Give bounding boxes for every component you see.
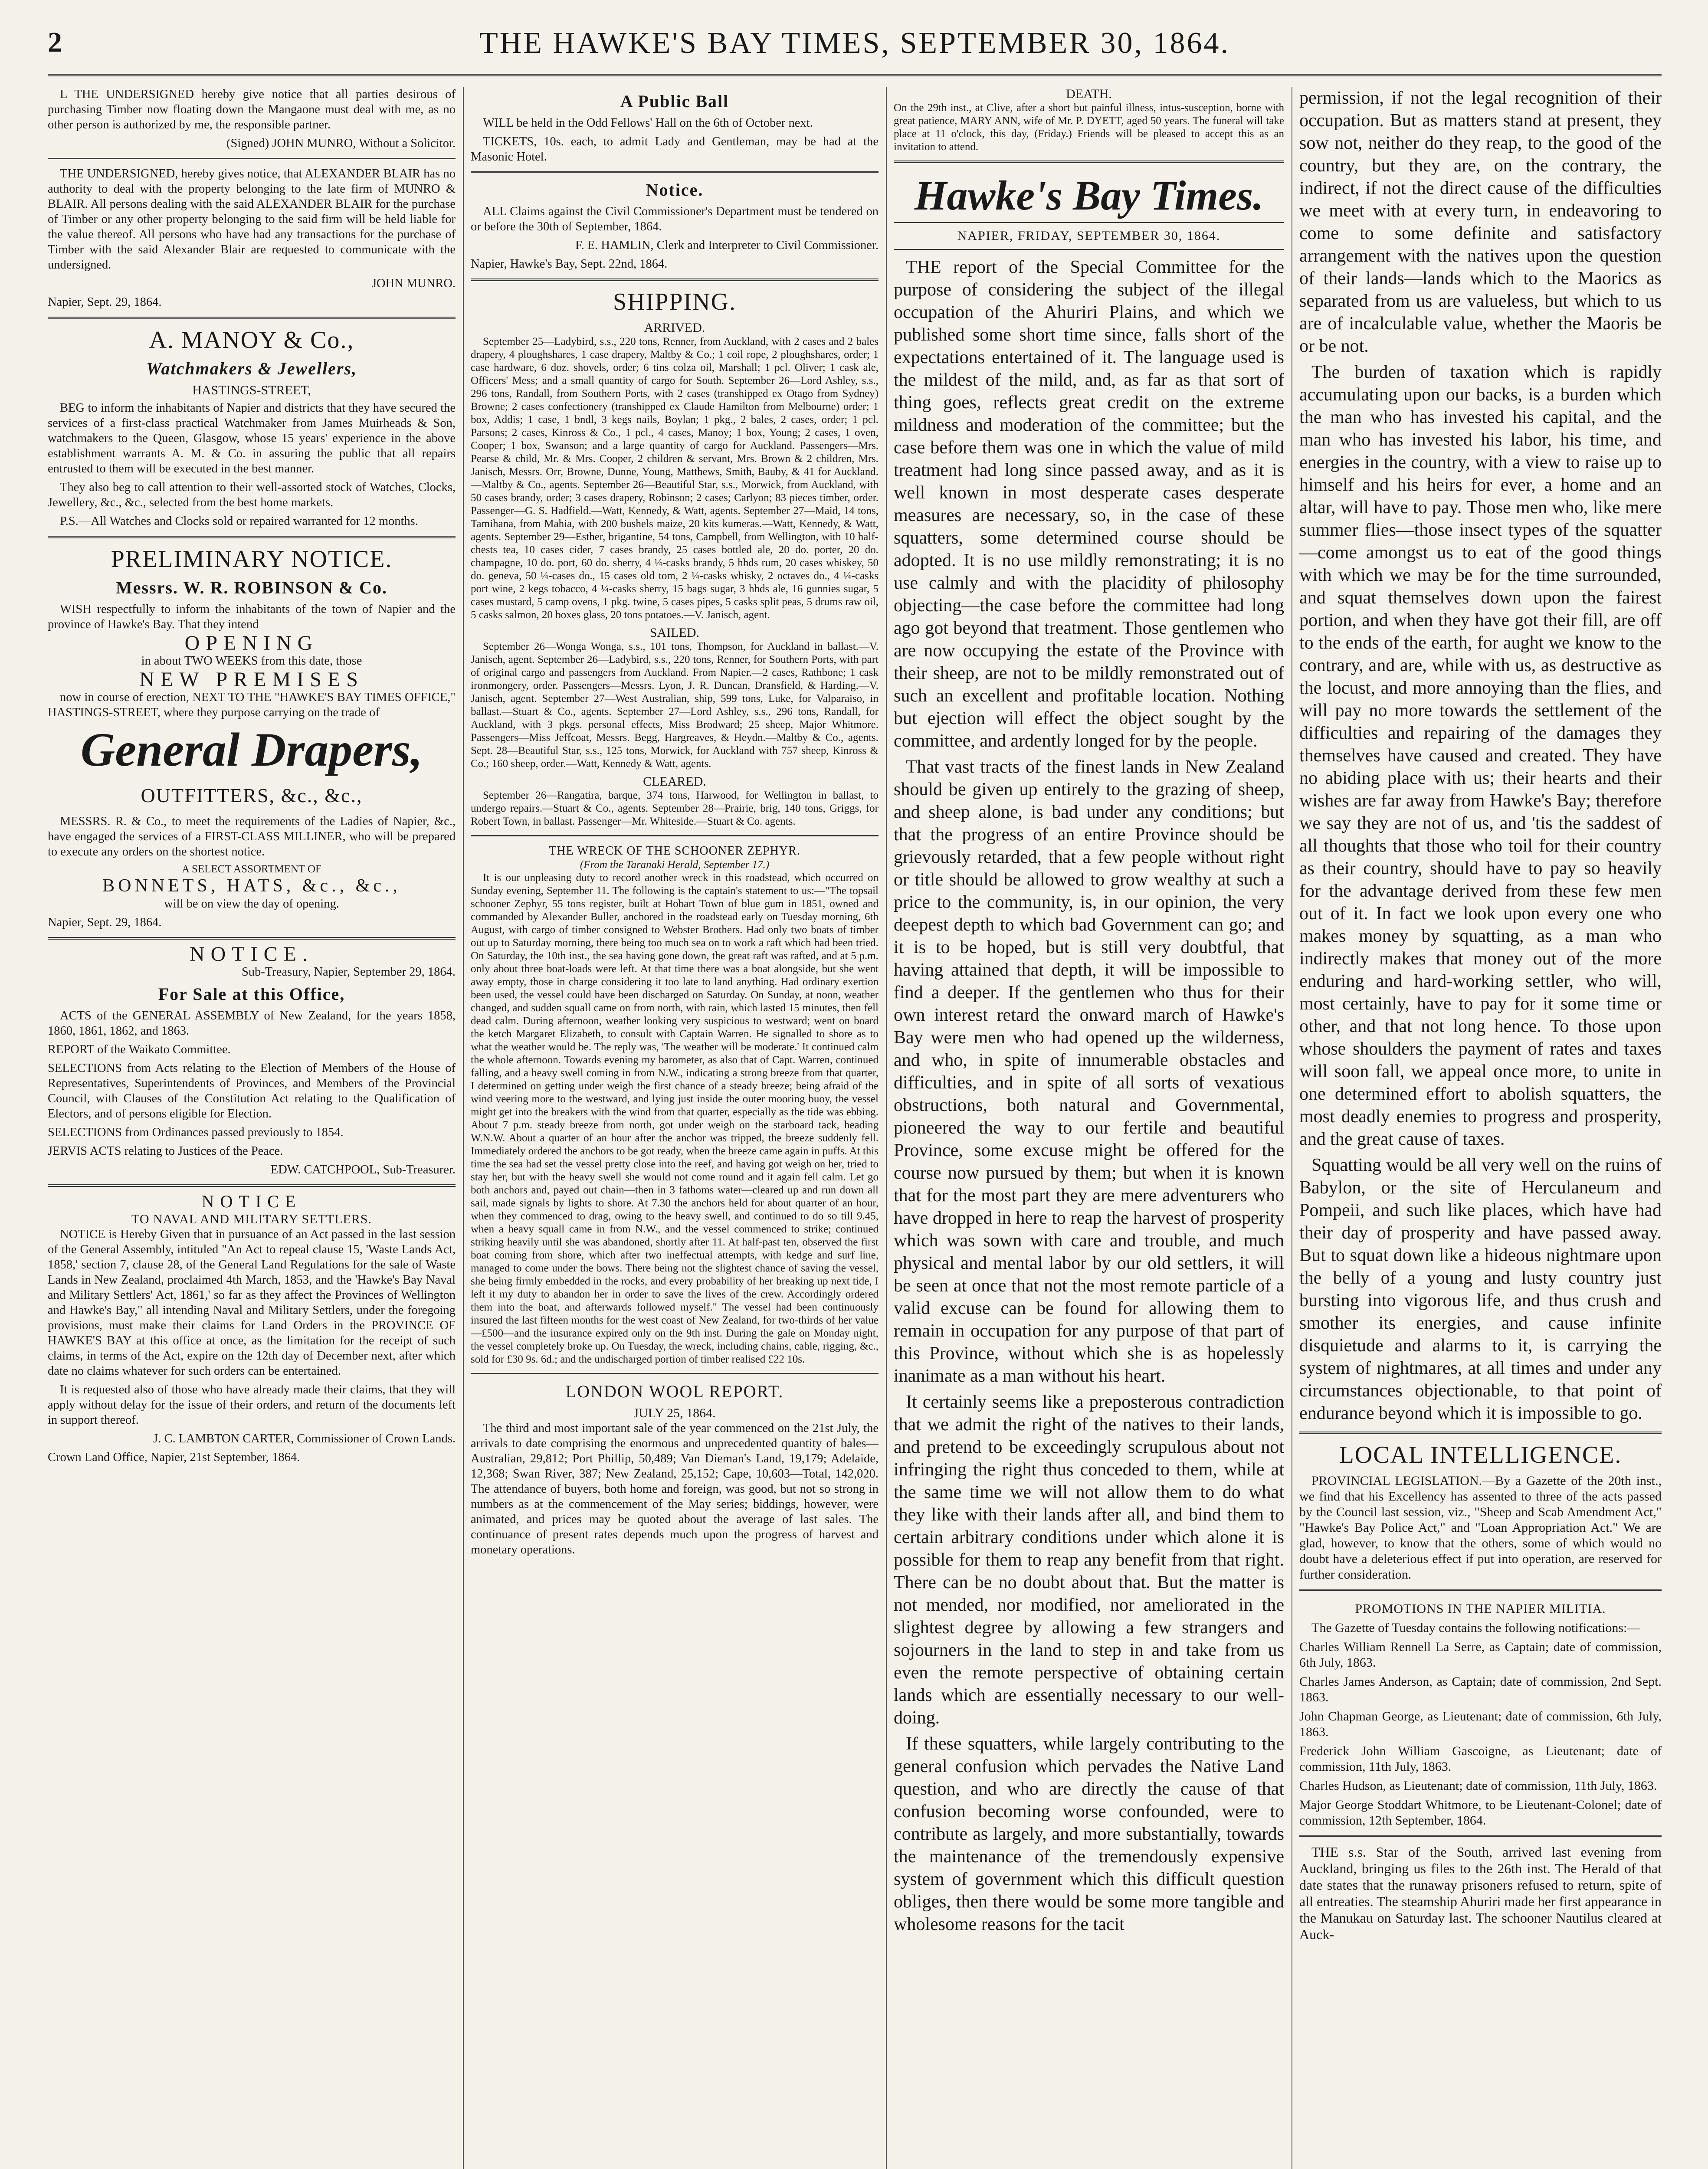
- manoy-title: A. MANOY & Co.,: [149, 327, 354, 354]
- munro-notice: L THE UNDERSIGNED hereby give notice that all parties desirous of purchasing Timber now floating down the Mangaone must deal with me, as no other person is authorized by me, the responsible partner.: [48, 88, 456, 131]
- new-premises-heading: NEW PREMISES: [139, 668, 364, 691]
- select-assortment: A SELECT ASSORTMENT OF: [182, 863, 321, 875]
- editorial-paragraph: That vast tracts of the finest lands in New Zealand should be given up entirely to the grazing of sheep, and sheep alone, is bad under any conditions; but that the progress of an entire Province should be grievously retarded, that a few people without right or title should be allowed to grow wealthy at such a price to the community, is, in our opinion, the very deepest depth to which bad Government can go; and it is to be hoped, but is still very doubtful, that having attained that depth, it will be impossible to find a deeper. If the gentlemen who thus for their own interest retard the onward march of Hawke's Bay were men who had opened up the wilderness, and who, in spite of innumerable obstacles and difficulties, and in spite of all sorts of vexatious obstructions, both natural and Governmental, pioneered the way to our fertile and beautiful Province, some excuse might be offered for the course now pursued by them; but when it is known that for the most part they are mere adventurers who have dropped in here to reap the harvest of prosperity which was sown with care and trouble, and much physical and mental labor by our old settlers, it will be seen at once that not the most remote particle of a valid excuse can be found for allowing them to remain in occupation for any purpose of that part of this Province, without which she is as hopelessly inanimate as a man without his heart.: [894, 757, 1284, 1386]
- robinson-paragraph: will be on view the day of opening.: [164, 897, 339, 911]
- divider: [48, 1184, 456, 1187]
- arrived-list: September 25—Ladybird, s.s., 220 tons, Renner, from Auckland, with 2 cases and 2 bales drapery, 4 ploughshares, 1 case drapery, Maltby & Co.; 1 coil rope, 2 ploughshares, order; 1 case hardware, 6 doz. shovels, order; 6 tins colza oil, Marshall; 1 pcl. Oliver; 1 cask ale, Officers' Mess; and a small quantity of cargo for South. September 26—Lord Ashley, s.s., 296 tons, Randall, from Southern Ports, with 2 cases (transhipped ex Otago from Sydney) Browne; 2 cases confectionery (transhipped ex Claude Hamilton from Melbourne) order; 1 box, Addis; 1 case, 1 bndl, 3 kegs nails, Boylan; 1 pkg., 2 bales, 2 cases, order; 1 pcl. Parsons; 2 cases, Kinross & Co., 1 pcl., 4 cases, Manoy; 1 box, Young; 2 cases, 1 oven, Cooper; 1 box, Swanson; and a large quantity of cargo for Auckland. Passengers—Mrs. Pearse & child, Mr. & Mrs. Cooper, 2 children & servant, Mrs. Brown & 2 children, Mrs. Janisch, Messrs. Orr, Browne, Dunne, Young, Matthews, Smith, Bauby, & 41 for Auckland.—Maltby & Co., agents. September 26—Beautiful Star, s.s., Morwick, from Auckland, with 50 cases brandy, order; 3 cases drapery, Robinson; 2 cases; Carlyon; 83 pieces timber, order. Passenger—G. S. Hadfield.—Watt, Kennedy, & Watt, agents. September 27—Maid, 14 tons, Tamihana, from Mahia, with 200 bushels maize, 20 kits kumeras.—Watt, Kennedy, & Watt, agents. September 29—Esther, brigantine, 54 tons, Campbell, from Wellington, with 10 half-chests tea, 10 cases cider, 7 cases brandy, 25 cases bottled ale, 20 do. porter, 20 do. champagne, 10 do. port, 60 do. sherry, 4 ¼-casks brandy, 5 hhds rum, 20 cases whiskey, 50 do. geneva, 50 ¼-cases do., 15 cases old tom, 2 ¼-casks whisky, 2 octaves do., 4 ¼-casks port wine, 2 kegs tobacco, 4 ¼-casks sherry, 15 bags sugar, 3 hhds ale, 16 gunnies sugar, 5 cases mustard, 5 camp ovens, 1 pkg. twine, 5 cases pipes, 5 casks split peas, 5 drums raw oil, 5 casks salmon, 20 boxes glass, 20 tons potatoes.—V. Janisch, agent.: [471, 336, 879, 621]
- manoy-paragraph: They also beg to call attention to their well-assorted stock of Watches, Clocks, Jewellery, &c., &c., selected from the best home markets.: [48, 481, 456, 509]
- editorial-paragraph: THE report of the Special Committee for the purpose of considering the subject of the illegal occupation of the Ahuriri Plains, and which we published some short time since, falls short of the expectations entertained of it. The language used is the mildest of the mild, and, as far as that sort of thing goes, reflects great credit on the extreme mildness and moderation of the committee; but the case before them was one in which the value of mild treatment had long since passed away, and as it is well known in most desperate cases desperate measures are necessary, so, in the case of these squatters, some determined course should be adopted. It is no use mildly remonstrating; it is no use calmly and with the placidity of philosophy objecting—the case before the committee had long ago got beyond that treatment. Those gentlemen who are now occupying the estate of the Province with their sheep, are not to be mildly remonstrated out of such an excellent and profitable location. Nothing but ejection will effect the object sought by the committee, and ardently longed for by the people.: [894, 257, 1284, 751]
- notice-date: Napier, Sept. 29, 1864.: [48, 295, 162, 309]
- notice-title: NOTICE: [201, 1192, 302, 1211]
- newspaper-header-title: THE HAWKE'S BAY TIMES, SEPTEMBER 30, 1864.: [479, 26, 1230, 60]
- for-sale-item: JERVIS ACTS relating to Justices of the Peace.: [48, 1144, 283, 1158]
- local-intelligence-paragraph: PROVINCIAL LEGISLATION.—By a Gazette of the 20th inst., we find that his Excellency has assented to three of the acts passed by the Council last session, viz., "Sheep and Scab Amendment Act," "Hawke's Bay Police Act," and "Loan Appropriation Act." We are glad, however, to know that the others, some of which would no doubt have a deleterious effect if put into operation, are reserved for further consideration.: [1299, 1474, 1662, 1582]
- divider: [894, 161, 1284, 163]
- for-sale-item: REPORT of the Waikato Committee.: [48, 1043, 231, 1056]
- public-ball-paragraph: WILL be held in the Odd Fellows' Hall on the 6th of October next.: [483, 116, 813, 130]
- claims-notice-paragraph: ALL Claims against the Civil Commissioner's Department must be tendered on or before the 30th of September, 1864.: [471, 205, 879, 233]
- column-3: [894, 87, 1284, 2169]
- cleared-list: September 26—Rangatira, barque, 374 tons, Harwood, for Wellington in ballast, to undergo repairs.—Stuart & Co., agents. September 28—Prairie, brig, 140 tons, Griggs, for Robert Town, in ballast. Passenger—Mr. Whiteside.—Stuart & Co. agents.: [471, 790, 879, 827]
- militia-title: PROMOTIONS IN THE NAPIER MILITIA.: [1355, 1602, 1606, 1616]
- wreck-title: THE WRECK OF THE SCHOONER ZEPHYR.: [549, 844, 800, 858]
- wreck-source: (From the Taranaki Herald, September 17.): [580, 859, 770, 871]
- divider: [48, 317, 456, 319]
- claims-notice-signature: F. E. HAMLIN, Clerk and Interpreter to Civil Commissioner.: [575, 239, 879, 252]
- notice-date: Napier, Sept. 29, 1864.: [48, 916, 162, 929]
- divider: [471, 1373, 879, 1374]
- editorial-paragraph: It certainly seems like a preposterous contradiction that we admit the right of the natives to their lands, and pretend to be exceedingly scrupulous about not infringing the right thus conceded to them, while at the same time we will not allow them to do what they like with their lands after all, and bind them to certain arbitrary conditions under which alone it is possible for them to reap any benefit from that right. There can be no doubt about that. But the matter is not mended, nor modified, nor ameliorated in the slightest degree by allowing a few strangers and sojourners in the land to step in and take from us even the remote perspective of obtaining certain lands which are essentially necessary to our well-doing.: [894, 1392, 1284, 1728]
- manoy-paragraph: P.S.—All Watches and Clocks sold or repaired warranted for 12 months.: [60, 514, 418, 528]
- page-number: 2: [48, 26, 62, 58]
- for-sale-item: SELECTIONS from Acts relating to the Election of Members of the House of Representatives, Superintendents of Provinces, and Members of the Provincial Council, with Clauses of the Constitution Act relating to the Qualification of Electors, and of persons eligible for Election.: [48, 1062, 456, 1121]
- militia-list: [1299, 1639, 1662, 1828]
- munro-signature: (Signed) JOHN MUNRO, Without a Solicitor.: [226, 137, 456, 150]
- divider: [1299, 1835, 1662, 1837]
- divider: [1299, 1432, 1662, 1434]
- for-sale-title: For Sale at this Office,: [158, 984, 345, 1004]
- general-drapers-heading: General Drapers,: [80, 723, 423, 776]
- notice-title: Notice.: [646, 180, 704, 200]
- divider: [471, 171, 879, 173]
- militia-item: Frederick John William Gascoigne, as Lieutenant; date of commission, 11th July, 1863.: [1299, 1744, 1662, 1774]
- settlers-notice-signature: J. C. LAMBTON CARTER, Commissioner of Crown Lands.: [153, 1432, 456, 1445]
- column-rule: [886, 87, 887, 2169]
- cleared-heading: CLEARED.: [643, 774, 706, 789]
- arrived-heading: ARRIVED.: [644, 321, 705, 335]
- militia-intro: The Gazette of Tuesday contains the following notifications:—: [1311, 1621, 1640, 1635]
- notice-subtitle: TO NAVAL AND MILITARY SETTLERS.: [131, 1212, 372, 1226]
- militia-item: Charles James Anderson, as Captain; date of commission, 2nd Sept. 1863.: [1299, 1674, 1662, 1704]
- robinson-paragraph: in about TWO WEEKS from this date, those: [141, 654, 362, 668]
- for-sale-signature: EDW. CATCHPOOL, Sub-Treasurer.: [270, 1163, 456, 1176]
- for-sale-item: ACTS of the GENERAL ASSEMBLY of New Zealand, for the years 1858, 1860, 1861, 1862, and 1863.: [48, 1009, 456, 1038]
- paper-title: Hawke's Bay Times.: [914, 172, 1264, 219]
- militia-item: John Chapman George, as Lieutenant; date of commission, 6th July, 1863.: [1299, 1709, 1662, 1739]
- notice-date: Crown Land Office, Napier, 21st September, 1864.: [48, 1451, 300, 1464]
- wool-report-article: The third and most important sale of the year commenced on the 21st July, the arrivals to date comprising the enormous and unprecedented quantity of bales—Australian, 29,812; Port Phillip, 50,489; Van Dieman's Land, 19,179; Adelaide, 12,368; Swan River, 387; New Zealand, 25,152; Cape, 10,603—Total, 142,020. The attendance of buyers, both home and foreign, was good, but not so strong in numbers as at the commencement of the May series; biddings, however, were animated, and prices may be quoted about the average of last sales. The continuance of present rates depends much upon the progress of harvest and monetary operations.: [471, 1422, 879, 1556]
- sailed-list: September 26—Wonga Wonga, s.s., 101 tons, Thompson, for Auckland in ballast.—V. Janisch, agent. September 26—Ladybird, s.s., 220 tons, Renner, for Southern Ports, with part of original cargo and passengers from Auckland. From Napier.—2 cases, Rathbone; 1 cask ironmongery, order. Passengers—Messrs. Lyon, J. R. Duncan, Dransfield, & Harding.—V. Janisch, agent. September 27—West Australian, ship, 599 tons, Luke, for Valparaiso, in ballast.—Stuart & Co., agents. September 27—Lord Ashley, s.s., 296 tons, Randall, for Auckland, with 3 pkgs. personal effects, Miss Brodward; 25 sheep, Major Whitmore. Passengers—Miss Jeffcoat, Messrs. Begg, Hargreaves, & Heydn.—Maltby & Co., agents. Sept. 28—Beautiful Star, s.s., 125 tons, Morwick, for Auckland with 757 sheep, Kinross & Co.; 160 sheep, order.—Watt, Kennedy & Watt, agents.: [471, 641, 879, 770]
- robinson-title: Messrs. W. R. ROBINSON & Co.: [115, 578, 388, 597]
- editorial-paragraph: The burden of taxation which is rapidly accumulating upon our backs, is a burden which the man who has invested his capital, and the man who has invested his labor, his time, and energies in the country, with a view to raise up to himself and his heirs for ever, a home and an altar, will have to pay. Those men who, like mere summer flies—those insect types of the squatter—come amongst us to eat of the good things with which we may be for the time surrounded, and squat themselves down upon the fairest portion, and when they have got their fill, are off to the ends of the earth, for aught we know to the contrary, and are, while with us, as destructive as the locust, and more annoying than the flies, and will pay no more towards the settlement of the difficulties and repairing of the damages they themselves have caused and created. They have no abiding place with us; their hearts and their wishes are far away from Hawke's Bay; therefore we say they are not of us, and 'tis the saddest of all thoughts that those who toil for their country as their country, should have to pay so heavily for the advantage derived from these few men out of it. In fact we look upon every one who makes money by squatting, as a man who indirectly makes that money out of the more enduring and hard-working settler, who will, most certainly, have to pay for it some time or other, and that not long hence. To those upon whose shoulders the payment of rates and taxes will soon fall, we appeal once more, to unite in one determined effort to abolish squatters, the most deadly enemies to progress and prosperity, and the great cause of taxes.: [1299, 362, 1662, 1149]
- opening-heading: OPENING: [184, 632, 319, 655]
- militia-item: Charles Hudson, as Lieutenant; date of commission, 11th July, 1863.: [1299, 1779, 1657, 1793]
- divider: [1299, 1589, 1662, 1591]
- settlers-notice-paragraph: It is requested also of those who have already made their claims, that they will apply without delay for the issue of their orders, and return of the documents left in support thereof.: [48, 1383, 456, 1427]
- robinson-paragraph: MESSRS. R. & Co., to meet the requirements of the Ladies of Napier, &c., have engaged the services of a FIRST-CLASS MILLINER, who will be prepared to execute any orders on the shortest notice.: [48, 815, 456, 858]
- sailed-heading: SAILED.: [649, 626, 700, 640]
- manoy-subtitle: Watchmakers & Jewellers,: [146, 359, 357, 378]
- notice-title: NOTICE.: [190, 943, 314, 966]
- shipping-news-paragraph: THE s.s. Star of the South, arrived last evening from Auckland, bringing us files to the 26th inst. The Herald of that date states that the runaway prisoners refused to return, spite of all entreaties. The steamship Ahuriri made her first appearance in the Manukau on Saturday last. The schooner Nautilus cleared at Auck-: [1299, 1844, 1662, 1942]
- local-intelligence-title: LOCAL INTELLIGENCE.: [1339, 1442, 1622, 1468]
- column-2: [471, 87, 879, 2169]
- masthead: [48, 26, 1662, 76]
- column-4: [1299, 87, 1662, 2169]
- editorial-paragraph: Squatting would be all very well on the ruins of Babylon, or the site of Herculaneum and Pompeii, and such like places, which have had their day of prosperity and have passed away. But to squat down like a hideous nightmare upon the belly of a young and lusty country just bursting into vigorous life, and thus crush and smother its energies, and cause infinite disquietude and alarms to it, is carrying the system of nightmares, at all times and under any circumstances objectionable, to that point of endurance beyond which it is impossible to go.: [1299, 1155, 1662, 1423]
- treasury-date: Sub-Treasury, Napier, September 29, 1864.: [241, 965, 456, 979]
- munro-blair-notice: THE UNDERSIGNED, hereby gives notice, that ALEXANDER BLAIR has no authority to deal with the property belonging to the late firm of MUNRO & BLAIR. All persons dealing with the said ALEXANDER BLAIR for the purchase of Timber or any other property belonging to the said firm will be held liable for the value thereof. All persons who have had any transactions for the purchase of Timber with the said Alexander Blair are requested to communicate with the undersigned.: [48, 167, 456, 272]
- manoy-paragraph: BEG to inform the inhabitants of Napier and districts that they have secured the services of a first-class practical Watchmaker from James Muirheads & Son, watchmakers to the Queen, Glasgow, whose 15 years' experience in the above establishment warrants A. M. & Co. in assuring the public that all repairs entrusted to them will be executed in the best manner.: [48, 401, 456, 475]
- paper-dateline: NAPIER, FRIDAY, SEPTEMBER 30, 1864.: [894, 222, 1284, 250]
- divider: [48, 158, 456, 159]
- death-notice: On the 29th inst., at Clive, after a short but painful illness, intus-susception, borne with great patience, MARY ANN, wife of Mr. P. DYETT, aged 50 years. The funeral will take place at 11 o'clock, this day, (Friday.) Friends will be pleased to accept this as an invitation to attend.: [894, 102, 1284, 153]
- divider: [48, 937, 456, 940]
- notice-date: Napier, Hawke's Bay, Sept. 22nd, 1864.: [471, 257, 668, 271]
- divider: [471, 278, 879, 281]
- militia-item: Charles William Rennell La Serre, as Captain; date of commission, 6th July, 1863.: [1299, 1640, 1662, 1670]
- column-rule: [463, 87, 464, 2169]
- editorial-paragraph: permission, if not the legal recognition of their occupation. But as matters stand at present, they sow not, neither do they reap, to the good of the country, but they are, on the contrary, the indirect, if not the direct cause of the difficulties we meet with at every turn, in endeavoring to come to some definite and satisfactory arrangement with the natives upon the question of their lands—lands which to the Maorics as separated from us are valueless, but which to us are of incalculable value, whether the Maoris be or be not.: [1299, 88, 1662, 356]
- robinson-paragraph: now in course of erection, NEXT TO THE "HAWKE'S BAY TIMES OFFICE," HASTINGS-STREET, where they purpose carrying on the trade of: [48, 691, 456, 719]
- manoy-street: HASTINGS-STREET,: [192, 383, 311, 397]
- militia-item: Major George Stoddart Whitmore, to be Lieutenant-Colonel; date of commission, 12th September, 1864.: [1299, 1798, 1662, 1828]
- divider: [471, 835, 879, 836]
- munro-signature: JOHN MUNRO.: [371, 277, 456, 290]
- preliminary-notice-title: PRELIMINARY NOTICE.: [111, 546, 393, 573]
- outfitters-heading: OUTFITTERS, &c., &c.,: [141, 784, 363, 806]
- divider: [48, 536, 456, 538]
- settlers-notice-paragraph: NOTICE is Hereby Given that in pursuance of an Act passed in the last session of the General Assembly, intituled "An Act to repeal clause 15, 'Waste Lands Act, 1858,' section 7, clause 28, of the General Land Regulations for the sale of Waste Lands in New Zealand, proclaimed 4th March, 1853, and the 'Hawke's Bay Naval and Military Settlers' Act, 1861,' so far as they affect the Provinces of Wellington and Hawke's Bay," all intending Naval and Military Settlers, under the foregoing provisions, must make their claims for Land Orders in the PROVINCE OF HAWKE'S BAY at this office at once, as the limitation for the receipt of such claims, in terms of the Act, expire on the 12th day of December next, after which date no claims whatever for such orders can be entertained.: [48, 1228, 456, 1378]
- shipping-title: SHIPPING.: [613, 288, 737, 315]
- wool-report-title: LONDON WOOL REPORT.: [565, 1382, 784, 1401]
- column-1: [48, 87, 456, 2169]
- bonnets-heading: BONNETS, HATS, &c., &c.,: [102, 876, 401, 896]
- wool-report-date: JULY 25, 1864.: [633, 1406, 716, 1420]
- death-title: DEATH.: [1066, 87, 1112, 101]
- editorial-paragraph: If these squatters, while largely contributing to the general confusion which pervades the Native Land question, and who are directly the cause of that confusion becoming worse confounded, were to contribute as largely, and more substantially, towards the maintenance of the tremendously expensive system of government which this difficult question obliges, then there would be some more tangible and wholesome reasons for the tacit: [894, 1734, 1284, 1934]
- for-sale-item: SELECTIONS from Ordinances passed previously to 1854.: [48, 1126, 344, 1139]
- wreck-article: It is our unpleasing duty to record another wreck in this roadstead, which occurred on Sunday evening, September 11. The following is the captain's statement to us:—"The topsail schooner Zephyr, 55 tons register, built at Hobart Town of blue gum in 1851, owned and commanded by Alexander Buller, anchored in the roadstead early on Tuesday morning, 6th August, with cargo of timber consigned to Webster Brothers. Had only two boats of timber out up to Saturday morning, there being too much sea on to work a raft which had been tried. On Saturday, the 10th inst., the sea having gone down, the great raft was rafted, and at 5 p.m. only about three boat-loads were left. At that time there was a boat alongside, but she went away empty, those in charge considering it too late to land anything. Had ordinary exertion been used, the vessel could have been discharged on Saturday. On Sunday, at noon, weather changed, and sudden squall came on from north, with rain, which lasted 15 minutes, then fell dead calm. During afternoon, weather looking very suspicious to westward; went on board the ketch Margaret Elizabeth, to consult with Captain Warren. He signalled to shore as to what the weather would be. The reply was, 'The weather will be moderate.' It continued calm the whole afternoon. Towards evening my barometer, as also that of Capt. Warren, continued falling, and a heavy swell coming in from N.W., indicating a strong breeze from that quarter, I determined on getting under weigh the first chance of a steady breeze; being afraid of the wind veering more to the westward, and lying just inside the outer mooring buoy, the vessel might get into the breakers with the wind from that quarter, especially as the tide was ebbing. About 7 p.m. steady breeze from north, got under weigh on the starboard tack, heading W.N.W. About a quarter of an hour after the anchor was tripped, the breeze suddenly fell. Immediately ordered the anchors to be got ready, when the breeze came again in puffs. At this time the sea had set the vessel pretty close into the reef, and having got weigh on her, tried to stay her, but with the heavy swell she would not come round and it again fell calm. Let go both anchors and, payed out chain—then in 3 fathoms water—cleared up and run down all sail, made signals by lights to shore. At 7.30 the anchors held for about quarter of an hour, when they commenced to drag, owing to the heavy swell, and continued to do so till 9.45, when a heavy squall came in from N.W., and the vessel commenced to strike; continued striking heavily until she was abandoned, shortly after 11. At half-past ten, observed the first boat coming from shore, which after two ineffectual attempts, with kedge and surf line, managed to come under the bows. There being not the slightest chance of saving the vessel, she being firmly embedded in the rocks, and every probability of her breaking up next tide, I left it my duty to abandon her in order to save the lives of the crew. Accordingly ordered them into the boat, and afterwards followed myself." The vessel had been continuously insured the last fifteen months for the west coast of New Zealand, for two-thirds of her value—£500—and the insurance expired only on the 9th inst. During the gale on Monday night, the vessel completely broke up. On Tuesday, the wreck, including chains, cable, rigging, &c., sold for £30 9s. 6d.; and the undischarged portion of timber realised £22 10s.: [471, 872, 879, 1365]
- public-ball-title: A Public Ball: [620, 92, 729, 111]
- public-ball-paragraph: TICKETS, 10s. each, to admit Lady and Gentleman, may be had at the Masonic Hotel.: [471, 135, 879, 164]
- robinson-paragraph: WISH respectfully to inform the inhabitants of the town of Napier and the province of Hawke's Bay. That they intend: [48, 603, 456, 631]
